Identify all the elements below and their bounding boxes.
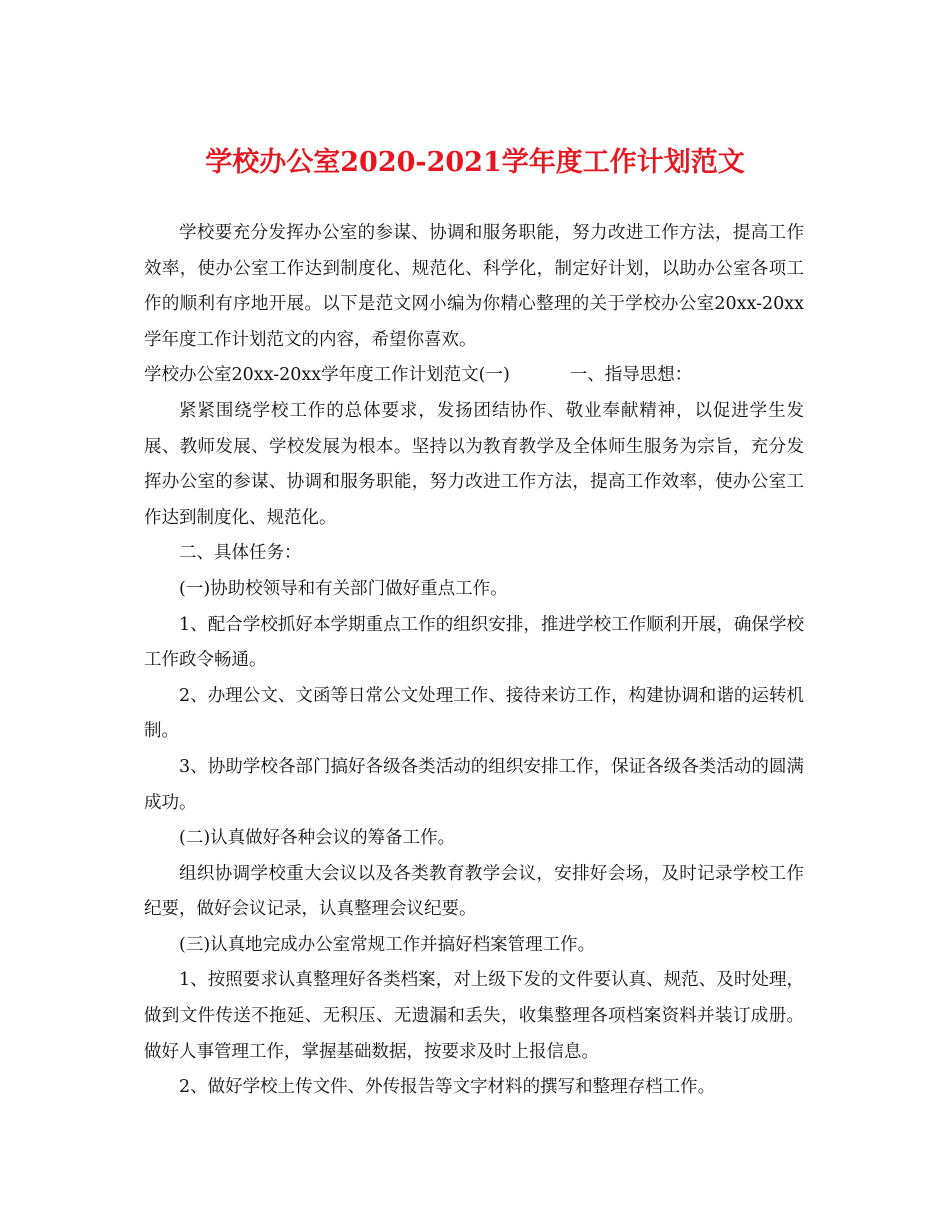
task3-item1: 1、按照要求认真整理好各类档案，对上级下发的文件要认真、规范、及时处理，做到文件传送不拖延、无积压、无遗漏和丢失，收集整理各项档案资料并装订成册。做好人事管理工作，掌握基础数据，按要求及时上报信息。 [144, 970, 804, 1062]
section1-paragraph: 紧紧围绕学校工作的总体要求，发扬团结协作、敬业奉献精神，以促进学生发展、教师发展、学校发展为根本。坚持以为教育教学及全体师生服务为宗旨，充分发挥办公室的参谋、协调和服务职能，努力改进工作方法，提高工作效率，使办公室工作达到制度化、规范化。 [144, 400, 804, 528]
task2-paragraph: 组织协调学校重大会议以及各类教育教学会议，安排好会场，及时记录学校工作纪要，做好会议记录，认真整理会议纪要。 [144, 863, 804, 920]
intro-paragraph: 学校要充分发挥办公室的参谋、协调和服务职能，努力改进工作方法，提高工作效率，使办公室工作达到制度化、规范化、科学化，制定好计划，以助办公室各项工作的顺利有序地开展。以下是范文网小编为你精心整理的关于学校办公室20xx-20xx学年度工作计划范文的内容，希望你喜欢。 [144, 223, 804, 350]
subtitle-line [144, 358, 804, 394]
document-title: 学校办公室2020-2021学年度工作计划范文 [205, 147, 745, 178]
task2-heading: (二)认真做好各种会议的筹备工作。 [179, 828, 456, 849]
task1-heading: (一)协助校领导和有关部门做好重点工作。 [179, 578, 508, 599]
section2-heading: 二、具体任务： [179, 543, 302, 564]
task3-item2: 2、做好学校上传文件、外传报告等文字材料的撰写和整理存档工作。 [179, 1077, 716, 1098]
task3-heading: (三)认真地完成办公室常规工作并搞好档案管理工作。 [179, 934, 596, 955]
document-body [144, 216, 804, 1106]
document-subtitle: 学校办公室20xx-20xx学年度工作计划范文(一) [144, 365, 510, 386]
task1-item1: 1、配合学校抓好本学期重点工作的组织安排，推进学校工作顺利开展，确保学校工作政令畅通。 [144, 614, 804, 671]
task1-item2: 2、办理公文、文函等日常公文处理工作、接待来访工作，构建协调和谐的运转机制。 [144, 685, 804, 742]
section1-heading: 一、指导思想： [569, 365, 693, 386]
task1-item3: 3、协助学校各部门搞好各级各类活动的组织安排工作，保证各级各类活动的圆满成功。 [144, 756, 804, 813]
